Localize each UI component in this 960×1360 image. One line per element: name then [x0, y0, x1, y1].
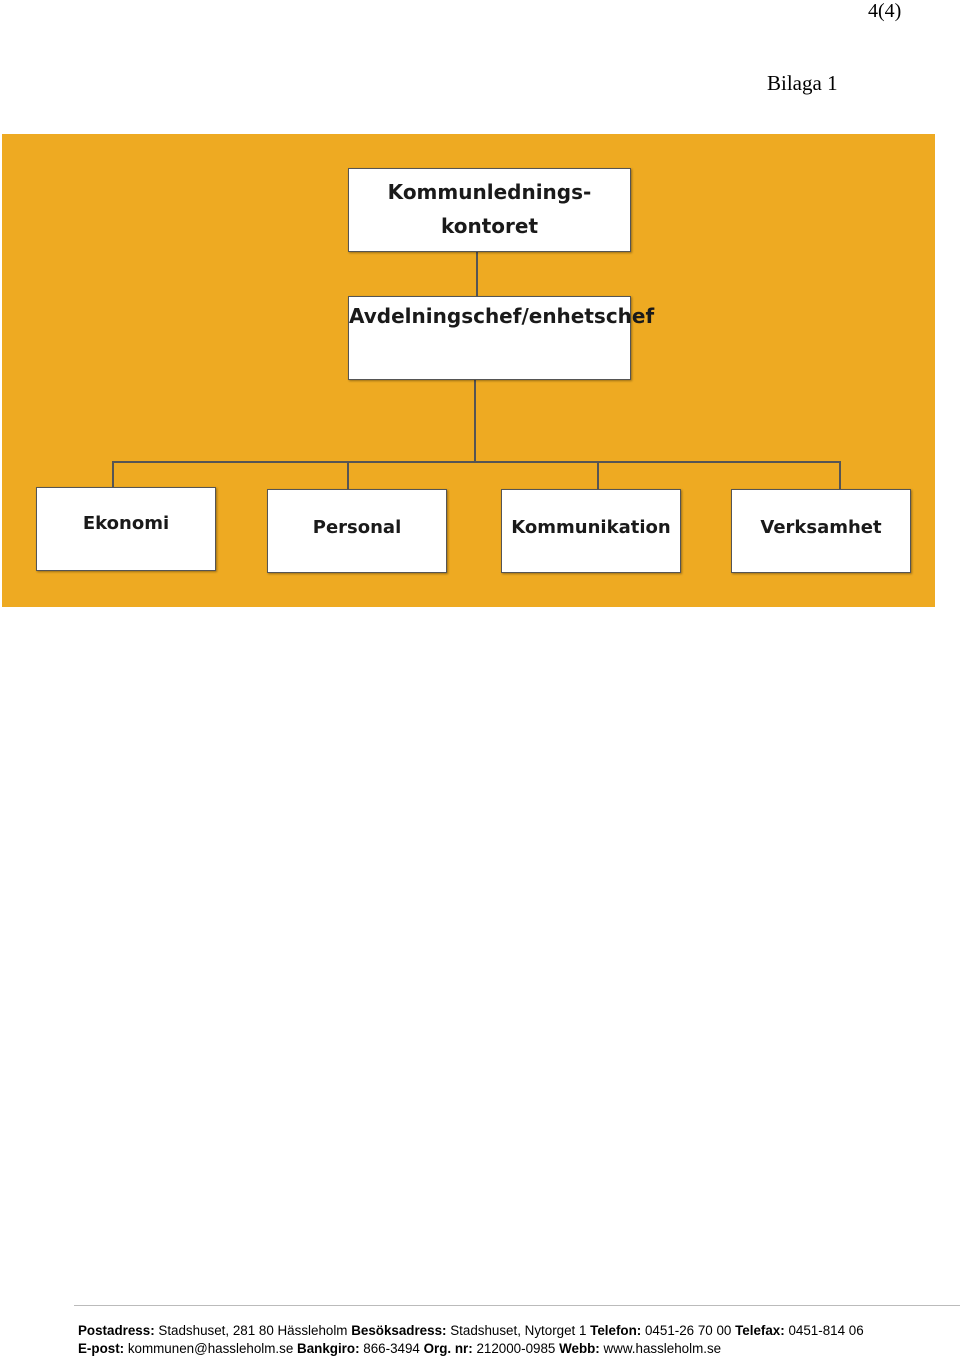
org-box-kommunikation: Kommunikation: [501, 489, 681, 573]
footer-webb-value: www.hassleholm.se: [603, 1340, 722, 1356]
footer-postadress-value: Stadshuset, 281 80 Hässleholm: [158, 1323, 348, 1338]
footer-telefon-value: 0451-26 70 00: [644, 1323, 732, 1338]
footer-epost-value: kommunen@hassleholm.se: [127, 1340, 294, 1356]
footer: [78, 1322, 958, 1357]
org-box-ekonomi: Ekonomi: [36, 487, 216, 571]
footer-line-1: [78, 1322, 958, 1340]
connector-top-mid: [476, 252, 478, 296]
footer-bankgiro-value: 866-3494: [363, 1340, 420, 1356]
footer-bankgiro-label: Bankgiro:: [297, 1340, 360, 1356]
org-box-personal: Personal: [267, 489, 447, 573]
footer-telefax-label: Telefax:: [735, 1323, 785, 1338]
connector-personal: [347, 461, 349, 489]
footer-telefon-label: Telefon:: [590, 1323, 642, 1338]
footer-webb-label: Webb:: [559, 1340, 600, 1356]
connector-bus: [112, 461, 841, 463]
org-box-kommunledningskontoret: [348, 168, 631, 252]
footer-besoksadress-value: Stadshuset, Nytorget 1: [450, 1323, 587, 1338]
connector-kommunikation: [597, 461, 599, 489]
footer-postadress-label: Postadress:: [78, 1323, 155, 1338]
connector-mid-bus: [474, 380, 476, 462]
footer-epost-label: E-post:: [78, 1340, 125, 1356]
footer-telefax-value: 0451-814 06: [788, 1323, 864, 1338]
org-box-top-line2: kontoret: [440, 214, 539, 238]
page-number: 4(4): [868, 0, 902, 22]
footer-orgnr-label: Org. nr:: [423, 1340, 473, 1356]
org-chart: [2, 134, 935, 607]
org-box-verksamhet: Verksamhet: [731, 489, 911, 573]
appendix-title: Bilaga 1: [767, 71, 838, 95]
footer-divider: [74, 1305, 960, 1306]
connector-verksamhet: [839, 461, 841, 489]
footer-line-2: [78, 1340, 958, 1358]
footer-besoksadress-label: Besöksadress:: [351, 1323, 447, 1338]
connector-ekonomi: [112, 461, 114, 487]
footer-orgnr-value: 212000-0985: [476, 1340, 556, 1356]
org-box-top-line1: Kommunlednings-: [387, 180, 592, 204]
org-box-avdelningschef: Avdelningschef/enhetschef: [348, 296, 631, 380]
